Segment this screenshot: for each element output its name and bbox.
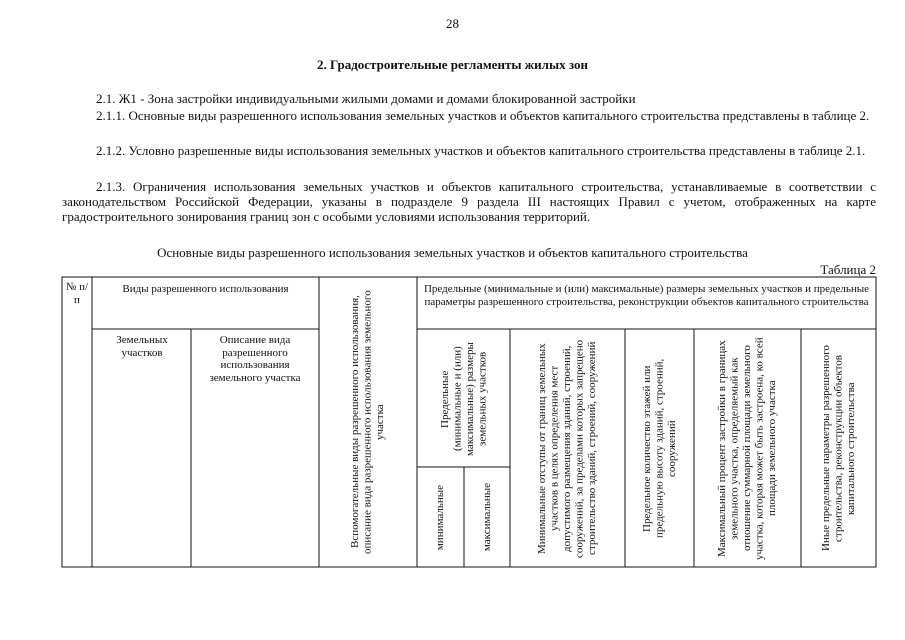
paragraph-2-1-1: 2.1.1. Основные виды разрешенного использования земельных участков и объектов капитального строительства представлены в таблице 2. (96, 108, 870, 123)
header-description: Описание вида разрешенного использования земельного участка (209, 334, 301, 384)
header-setbacks (511, 331, 624, 565)
header-number: № п/п (65, 281, 89, 306)
header-limits-group: Предельные (минимальные и (или) максимальные) размеры земельных участков и предельные параметры разрешенного строительства, реконструкции объектов капитального строительства (423, 283, 870, 308)
header-setbacks-text: Минимальные отступы от границ земельных участков в целях определения мест допустимого размещения зданий, строений, сооружений, за пределами которых запрещено строительство зданий, строений, сооружений (536, 338, 599, 558)
header-plot-sizes-text: Предельные (минимальные и (или) максимальные) размеры земельных участков (438, 341, 488, 456)
header-max-text: максимальные (480, 483, 493, 552)
header-land-plots: Земельных участков (116, 334, 168, 359)
page-number: 28 (446, 16, 459, 31)
section-title: 2. Градостроительные регламенты жилых зон (317, 57, 588, 72)
header-floors-text: Предельное количество этажей или предельную высоту зданий, строений, сооружений (640, 358, 678, 538)
header-coverage-text: Максимальный процент застройки в границах земельного участка, определяемый как отношение суммарной площади земельного участка, которая может быть застроена, ко всей площади земельного участка (716, 336, 779, 560)
paragraph-2-1-2: 2.1.2. Условно разрешенные виды использования земельных участков и объектов капитального строительства представлены в таблице 2.1. (96, 143, 866, 158)
paragraph-zone-ж1: 2.1. Ж1 - Зона застройки индивидуальными жилыми домами и домами блокированной застройки (96, 91, 636, 106)
paragraph-2-1-3: 2.1.3. Ограничения использования земельных участков и объектов капитального строительства, устанавливаемые в соответствии с законодательством Российской Федерации, указаны в подразделе 9 раздела III настоящих Правил с учетом, отображенных на карте градостроительного зонирования границ зон с особыми условиями использования территорий. (62, 179, 876, 224)
header-min-text: минимальные (434, 484, 447, 551)
header-plot-sizes (418, 331, 509, 466)
header-floors (626, 331, 693, 565)
header-other (802, 331, 875, 565)
header-auxiliary (320, 279, 416, 565)
header-min (418, 469, 463, 566)
header-auxiliary-text: Вспомогательные виды разрешенного использования, описание вида разрешенного использования земельного участка (349, 290, 387, 554)
table-caption: Основные виды разрешенного использования земельных участков и объектов капитального строительства (157, 245, 748, 260)
header-other-text: Иные предельные параметры разрешенного строительства, реконструкции объектов капитального строительства (819, 345, 857, 551)
header-permitted-use: Виды разрешенного использования (122, 283, 289, 295)
table-number: Таблица 2 (820, 262, 876, 277)
header-max (465, 469, 509, 566)
header-coverage (695, 331, 800, 565)
